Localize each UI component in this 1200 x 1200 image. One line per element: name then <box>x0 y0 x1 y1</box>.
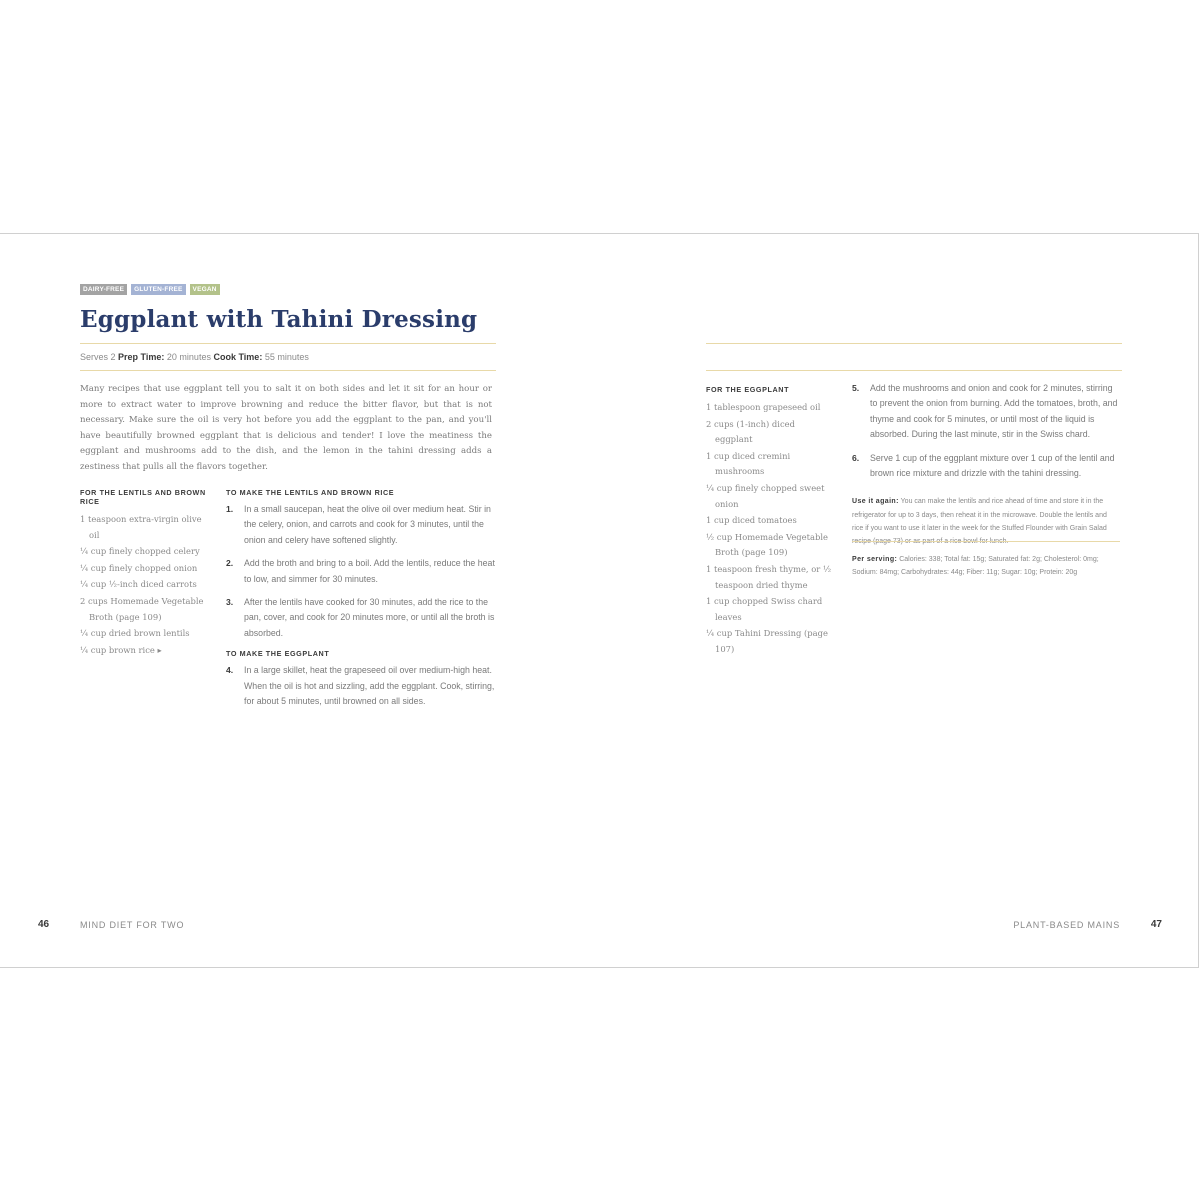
step-text: Add the mushrooms and onion and cook for 2 minutes, stirring to prevent the onion from burning. Add the tomatoes, broth, and thyme and cook for 5 minutes, or until most of the liquid is absorbed. During the last minute, stir in the Swiss chard. <box>870 383 1118 440</box>
ingredient-item: 2 cups Homemade Vegetable Broth (page 109) <box>80 595 204 622</box>
ingredient-item: ¼ cup dried brown lentils <box>80 628 190 639</box>
eggplant-steps-continued <box>852 381 1120 481</box>
ingredient-item: 1 teaspoon fresh thyme, or ½ teaspoon dried thyme <box>706 563 832 590</box>
tip-label: Use it again: <box>852 498 899 506</box>
step-number: 2. <box>226 558 234 569</box>
title-rule <box>80 343 496 344</box>
directions-right <box>852 381 1120 580</box>
headnote: Many recipes that use eggplant tell you to salt it on both sides and let it sit for an hour or more to extract water to improve browning and reduce the bitter flavor, but that is not necessary. Make sure the oil is very hot before you add the eggplant to the pan, and you'll have beautifully browned eggplant that is delicious and tender! I love the meatiness the eggplant and mushrooms add to the dish, and the lemon in the tahini dressing adds a zestiness that pulls all the flavors together. <box>80 384 492 472</box>
step-number: 3. <box>226 597 234 608</box>
cook-time-value: 55 minutes <box>264 352 309 362</box>
tag-dairy-free: DAIRY-FREE <box>80 284 127 295</box>
ingredient-item: 1 tablespoon grapeseed oil <box>706 402 821 412</box>
diet-tags <box>80 284 220 295</box>
tip-text: You can make the lentils and rice ahead of time and store it in the refrigerator for up to 3 days, then reheat it in the microwave. Double the lentils and rice if you want to use it later in the week for the Stuffed Flounder with Grain Salad <box>852 498 1107 532</box>
recipe-step <box>852 451 1120 482</box>
ingredient-item: ¼ cup ½-inch diced carrots <box>80 579 197 590</box>
recipe-step <box>226 595 496 641</box>
step-number: 5. <box>852 383 860 393</box>
directions-left <box>226 488 496 717</box>
step-number: 4. <box>226 665 234 676</box>
recipe-step <box>852 381 1120 443</box>
serves-rule <box>80 370 496 371</box>
ingredients-lentils <box>80 488 208 659</box>
running-head-right: PLANT-BASED MAINS <box>1013 920 1120 930</box>
ingredients-eggplant <box>706 385 834 659</box>
ingredient-list <box>706 400 834 658</box>
tag-gluten-free: GLUTEN-FREE <box>131 284 185 295</box>
ingredient-item: 2 cups (1-inch) diced eggplant <box>706 418 795 445</box>
ingredient-item: 1 teaspoon extra-virgin olive oil <box>80 514 202 540</box>
nutrition-label: Per serving: <box>852 556 898 564</box>
step-text: Add the broth and bring to a boil. Add the lentils, reduce the heat to low, and simmer for 30 minutes. <box>244 558 495 584</box>
step-number: 6. <box>852 452 860 463</box>
header-rule-right <box>706 343 1122 344</box>
ingredient-item: ½ cup Homemade Vegetable Broth (page 109) <box>706 531 828 558</box>
ingredients-eggplant-heading: FOR THE EGGPLANT <box>706 385 790 394</box>
serves-rule-right <box>706 370 1122 371</box>
recipe-step <box>226 663 496 709</box>
serves-line <box>80 352 309 362</box>
ingredient-item: ¼ cup finely chopped sweet onion <box>706 482 825 509</box>
ingredient-item: ¼ cup Tahini Dressing (page 107) <box>706 628 828 654</box>
ingredient-item: ¼ cup finely chopped celery <box>80 546 200 557</box>
eggplant-heading: TO MAKE THE EGGPLANT <box>226 649 330 659</box>
nutrition-text: Calories: 338; Total fat: 15g; Saturated fat: 2g; Cholesterol: 0mg; Sodium: 84mg; Carbohydrates: 44g; Fiber: 11g; Sugar: 10g; Protein: 20g <box>852 556 1099 577</box>
ingredient-list <box>80 512 208 658</box>
prep-time-label: Prep Time: <box>118 352 165 362</box>
lentils-steps <box>226 502 496 641</box>
page-number-right: 47 <box>1150 919 1162 930</box>
step-text: Serve 1 cup of the eggplant mixture over 1 cup of the lentil and brown rice mixture and drizzle with the tahini dressing. <box>870 452 1115 479</box>
page-number-left: 46 <box>38 919 50 930</box>
ingredients-lentils-heading: FOR THE LENTILS AND BROWN RICE <box>80 488 206 506</box>
step-text: In a large skillet, heat the grapeseed oil over medium-high heat. When the oil is hot and sizzling, add the eggplant. Cook, stirring, for about 5 minutes, until browned on all sides. <box>244 665 495 707</box>
nutrition-info <box>852 553 1120 579</box>
step-number: 1. <box>226 504 234 514</box>
tip-rule <box>852 541 1120 542</box>
eggplant-steps <box>226 663 496 709</box>
ingredient-item: 1 cup chopped Swiss chard leaves <box>706 596 823 622</box>
running-head-left: MIND DIET FOR TWO <box>80 920 185 930</box>
tag-vegan: VEGAN <box>190 284 220 295</box>
recipe-step <box>226 556 496 587</box>
ingredient-item: ¼ cup brown rice ▸ <box>80 644 162 655</box>
step-text: In a small saucepan, heat the olive oil over medium heat. Stir in the celery, onion, and carrots and cook for 3 minutes, until the onion and celery have softened slightly. <box>244 504 491 545</box>
recipe-title: Eggplant with Tahini Dressing <box>80 306 478 333</box>
recipe-step <box>226 502 496 548</box>
serves-count: Serves 2 <box>80 352 116 362</box>
step-text: After the lentils have cooked for 30 minutes, add the rice to the pan, cover, and cook for 20 minutes more, or until all the broth is absorbed. <box>244 597 495 638</box>
lentils-heading: TO MAKE THE LENTILS AND BROWN RICE <box>226 488 395 497</box>
prep-time-value: 20 minutes <box>166 352 211 362</box>
ingredient-item: 1 cup diced cremini mushrooms <box>706 450 791 477</box>
ingredient-item: ¼ cup finely chopped onion <box>80 562 198 573</box>
ingredient-item: 1 cup diced tomatoes <box>706 515 797 526</box>
cook-time-label: Cook Time: <box>213 352 263 362</box>
